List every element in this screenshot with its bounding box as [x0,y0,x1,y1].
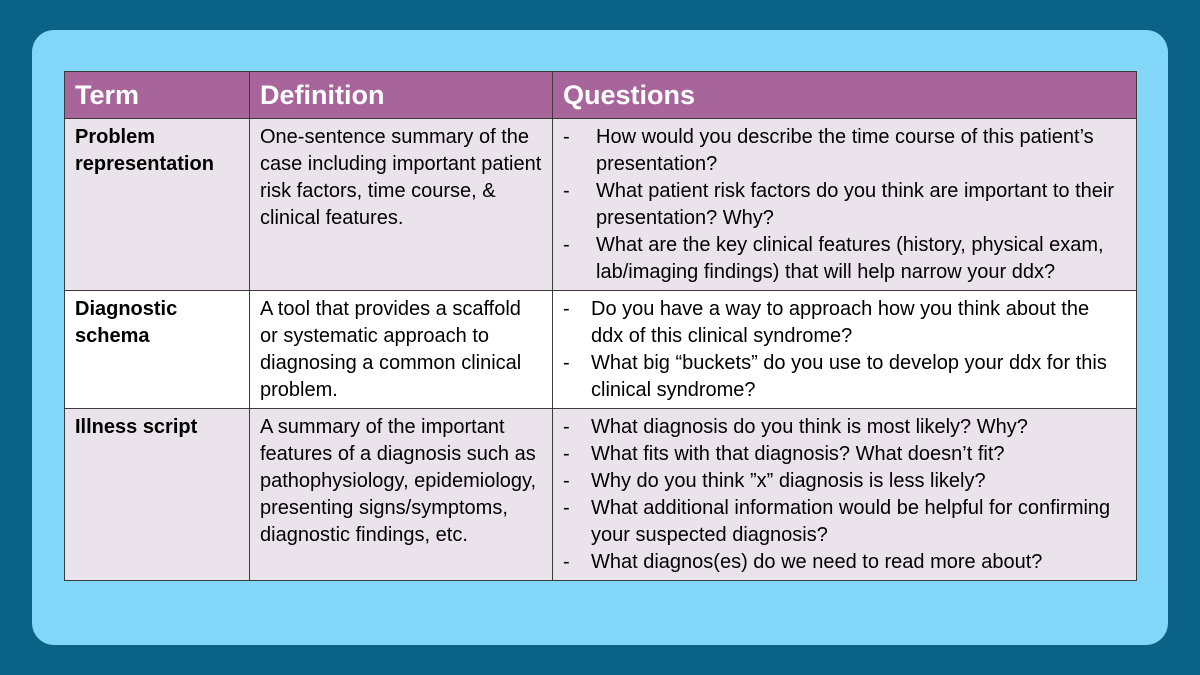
question-text: What big “buckets” do you use to develop your ddx for this clinical syndrome? [591,352,1107,401]
question-text: What diagnos(es) do we need to read more about? [591,551,1043,573]
question-text: Why do you think ”x” diagnosis is less likely? [591,470,986,492]
question-text: What diagnosis do you think is most likely? Why? [591,416,1028,438]
definition-cell: A summary of the important features of a diagnosis such as pathophysiology, epidemiology, presenting signs/symptoms, diagnostic findings, etc. [250,409,553,581]
header-questions: Questions [553,72,1137,119]
question-item [563,178,1126,232]
bullet-dash: - [563,234,570,256]
definition-cell: One-sentence summary of the case including important patient risk factors, time course, & clinical features. [250,119,553,291]
question-text: What fits with that diagnosis? What doesn’t fit? [591,443,1005,465]
bullet-dash: - [563,180,570,202]
question-text: What additional information would be helpful for confirming your suspected diagnosis? [591,497,1111,546]
question-text: What patient risk factors do you think are important to their presentation? Why? [596,180,1115,229]
definition-cell: A tool that provides a scaffold or systematic approach to diagnosing a common clinical problem. [250,291,553,409]
question-item [563,549,1126,576]
bullet-dash: - [563,470,570,492]
table-header-row [65,72,1137,119]
term-cell: Illness script [65,409,250,581]
bullet-dash: - [563,126,570,148]
questions-cell [553,409,1137,581]
bullet-dash: - [563,416,570,438]
header-term: Term [65,72,250,119]
questions-list [563,124,1126,286]
question-item [563,232,1126,286]
question-text: How would you describe the time course of this patient’s presentation? [596,126,1094,175]
table-row [65,119,1137,291]
question-item [563,414,1126,441]
header-definition: Definition [250,72,553,119]
question-item [563,468,1126,495]
bullet-dash: - [563,298,570,320]
questions-cell [553,291,1137,409]
bullet-dash: - [563,443,570,465]
clinical-reasoning-table [64,71,1137,581]
question-item [563,441,1126,468]
bullet-dash: - [563,352,570,374]
question-item [563,495,1126,549]
table-row [65,291,1137,409]
questions-cell [553,119,1137,291]
bullet-dash: - [563,497,570,519]
questions-list [563,414,1126,576]
question-text: What are the key clinical features (history, physical exam, lab/imaging findings) that will help narrow your ddx? [596,234,1104,283]
questions-list [563,296,1126,404]
term-cell: Diagnostic schema [65,291,250,409]
question-item [563,296,1126,350]
question-text: Do you have a way to approach how you think about the ddx of this clinical syndrome? [591,298,1090,347]
question-item [563,350,1126,404]
question-item [563,124,1126,178]
term-cell: Problem representation [65,119,250,291]
table-row [65,409,1137,581]
bullet-dash: - [563,551,570,573]
